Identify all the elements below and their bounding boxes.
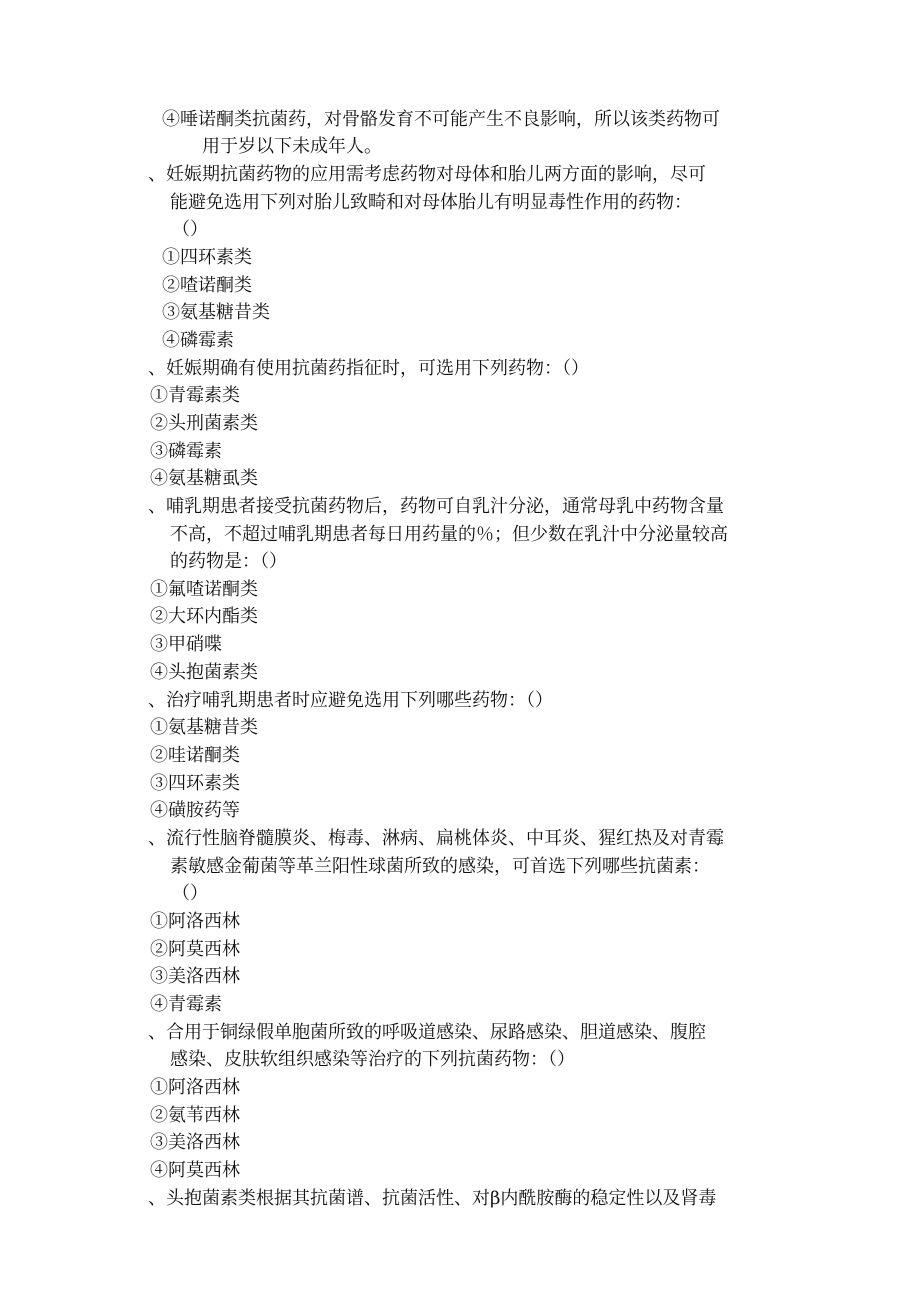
text-line: 能避免选用下列对胎儿致畸和对母体胎儿有明显毒性作用的药物： bbox=[170, 192, 692, 213]
option-item: ②哇诺酮类 bbox=[150, 745, 240, 766]
question-text: 、哺乳期患者接受抗菌药物后，药物可自乳汁分泌，通常母乳中药物含量 bbox=[148, 496, 724, 517]
option-item: ④氨基糖虱类 bbox=[150, 468, 258, 489]
option-item: ②喳诺酮类 bbox=[162, 275, 252, 296]
answer-blank: （） bbox=[172, 883, 208, 904]
option-item: ④青霉素 bbox=[150, 994, 222, 1015]
option-item: ④磺胺药等 bbox=[150, 800, 240, 821]
option-item: ③四环素类 bbox=[150, 773, 240, 794]
option-item: ①四环素类 bbox=[162, 247, 252, 268]
option-item: ③氨基糖昔类 bbox=[162, 302, 270, 323]
option-item: ①青霉素类 bbox=[150, 385, 240, 406]
option-item: ④头抱菌素类 bbox=[150, 662, 258, 683]
option-item: ②阿莫西林 bbox=[150, 939, 240, 960]
option-item: ①氟喳诺酮类 bbox=[150, 579, 258, 600]
question-text: 、妊娠期抗菌药物的应用需考虑药物对母体和胎儿两方面的影响，尽可 bbox=[148, 164, 706, 185]
question-text: 、流行性脑脊髓膜炎、梅毒、淋病、扁桃体炎、中耳炎、猩红热及对青霉 bbox=[148, 828, 724, 849]
option-item: ③甲硝喋 bbox=[150, 634, 222, 655]
question-text: 、头抱菌素类根据其抗菌谱、抗菌活性、对β内酰胺酶的稳定性以及肾毒 bbox=[148, 1188, 717, 1209]
text-line: 不高，不超过哺乳期患者每日用药量的％；但少数在乳汁中分泌量较高 bbox=[170, 524, 728, 545]
option-item: ①阿洛西林 bbox=[150, 911, 240, 932]
option-item: ③美洛西林 bbox=[150, 1132, 240, 1153]
option-item: ④磷霉素 bbox=[162, 330, 234, 351]
option-item: ④阿莫西林 bbox=[150, 1160, 240, 1181]
question-text: 、妊娠期确有使用抗菌药指征时，可选用下列药物：（） bbox=[148, 358, 589, 379]
answer-blank: （） bbox=[172, 219, 208, 240]
text-line: ④唾诺酮类抗菌药，对骨骼发育不可能产生不良影响，所以该类药物可 bbox=[162, 109, 720, 130]
option-item: ②头刑菌素类 bbox=[150, 413, 258, 434]
question-text: 、合用于铜绿假单胞菌所致的呼吸道感染、尿路感染、胆道感染、腹腔 bbox=[148, 1022, 706, 1043]
text-line: 用于岁以下未成年人。 bbox=[202, 136, 382, 157]
option-item: ③磷霉素 bbox=[150, 441, 222, 462]
text-line: 的药物是：（） bbox=[170, 551, 287, 572]
question-text: 、治疗哺乳期患者时应避免选用下列哪些药物：（） bbox=[148, 690, 553, 711]
text-line: 素敏感金葡菌等革兰阳性球菌所致的感染，可首选下列哪些抗菌素： bbox=[170, 856, 710, 877]
option-item: ②大环内酯类 bbox=[150, 606, 258, 627]
option-item: ②氨苇西林 bbox=[150, 1105, 240, 1126]
option-item: ①氨基糖昔类 bbox=[150, 717, 258, 738]
option-item: ③美洛西林 bbox=[150, 966, 240, 987]
text-line: 感染、皮肤软组织感染等治疗的下列抗菌药物：（） bbox=[170, 1049, 575, 1070]
option-item: ①阿洛西林 bbox=[150, 1077, 240, 1098]
